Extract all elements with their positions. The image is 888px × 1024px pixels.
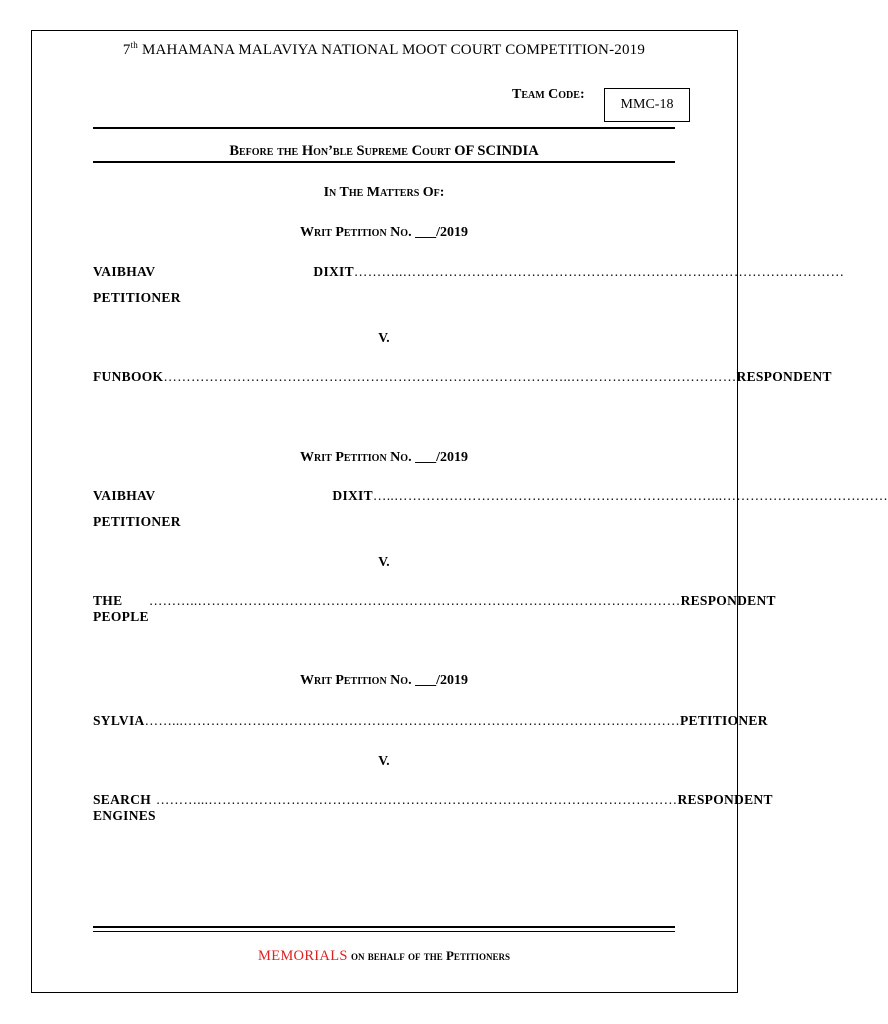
team-code-label: Team Code: bbox=[512, 87, 585, 102]
writ-petition-2: Writ Petition No. ___/2019 bbox=[300, 450, 468, 465]
footer-caption bbox=[0, 948, 768, 965]
dot-leader: ……...……………………………………………………………………………………………… bbox=[144, 713, 681, 728]
versus: V. bbox=[378, 554, 390, 569]
writ-petition-1: Writ Petition No. ___/2019 bbox=[300, 225, 468, 240]
versus: V. bbox=[378, 330, 390, 345]
memorials-label: MEMORIALS bbox=[258, 948, 348, 964]
dot-leader: ………..…………………………………………………………………………………… bbox=[353, 264, 845, 279]
petitioner-last-name: DIXIT bbox=[313, 264, 354, 279]
petitioner-line-1 bbox=[93, 264, 845, 280]
dot-leader: ………...………………………………………………………………………………………… bbox=[155, 792, 678, 807]
respondent-role: RESPONDENT bbox=[736, 369, 832, 384]
petitioner-last-name: DIXIT bbox=[332, 488, 373, 503]
footer-rule-bottom bbox=[93, 931, 675, 932]
competition-title: 7th MAHAMANA MALAVIYA NATIONAL MOOT COURT COMPETITION-2019 bbox=[122, 40, 646, 58]
dot-leader: ……………………………………………………………………………..……………………………… bbox=[163, 369, 737, 384]
respondent-line-2 bbox=[93, 593, 776, 625]
footer-rest: on behalf of the Petitioners bbox=[347, 948, 510, 963]
matters-heading: In The Matters Of: bbox=[323, 185, 445, 200]
respondent-name: FUNBOOK bbox=[93, 369, 164, 384]
petitioner-name: SYLVIA bbox=[93, 713, 145, 728]
respondent-role: RESPONDENT bbox=[677, 792, 773, 807]
court-title: Before the Hon’ble Supreme Court OF SCINDIA bbox=[229, 143, 539, 159]
respondent-line-1 bbox=[93, 369, 832, 385]
respondent-role: RESPONDENT bbox=[680, 593, 776, 608]
petitioner-role: PETITIONER bbox=[93, 290, 181, 305]
petitioner-first-name: VAIBHAV bbox=[93, 264, 156, 279]
page-border bbox=[31, 30, 738, 993]
petitioner-first-name: VAIBHAV bbox=[93, 488, 156, 503]
respondent-name: THE PEOPLE bbox=[93, 593, 149, 624]
petitioner-line-2 bbox=[93, 488, 888, 504]
petitioner-role: PETITIONER bbox=[680, 713, 768, 728]
writ-petition-3: Writ Petition No. ___/2019 bbox=[300, 673, 468, 688]
respondent-line-3 bbox=[93, 792, 773, 824]
dot-leader: ………..…………………………………………………………………………………………… bbox=[148, 593, 681, 608]
respondent-name: SEARCH ENGINES bbox=[93, 792, 156, 823]
petitioner-role: PETITIONER bbox=[93, 514, 181, 529]
dot-leader: …..……………………………………………………………...……………………………… bbox=[372, 488, 888, 503]
header-rule-bottom bbox=[93, 161, 675, 163]
footer-rule-top bbox=[93, 926, 675, 928]
header-rule-top bbox=[93, 127, 675, 129]
team-code-box: MMC-18 bbox=[604, 88, 690, 122]
petitioner-line-3 bbox=[93, 713, 768, 729]
versus: V. bbox=[378, 753, 390, 768]
